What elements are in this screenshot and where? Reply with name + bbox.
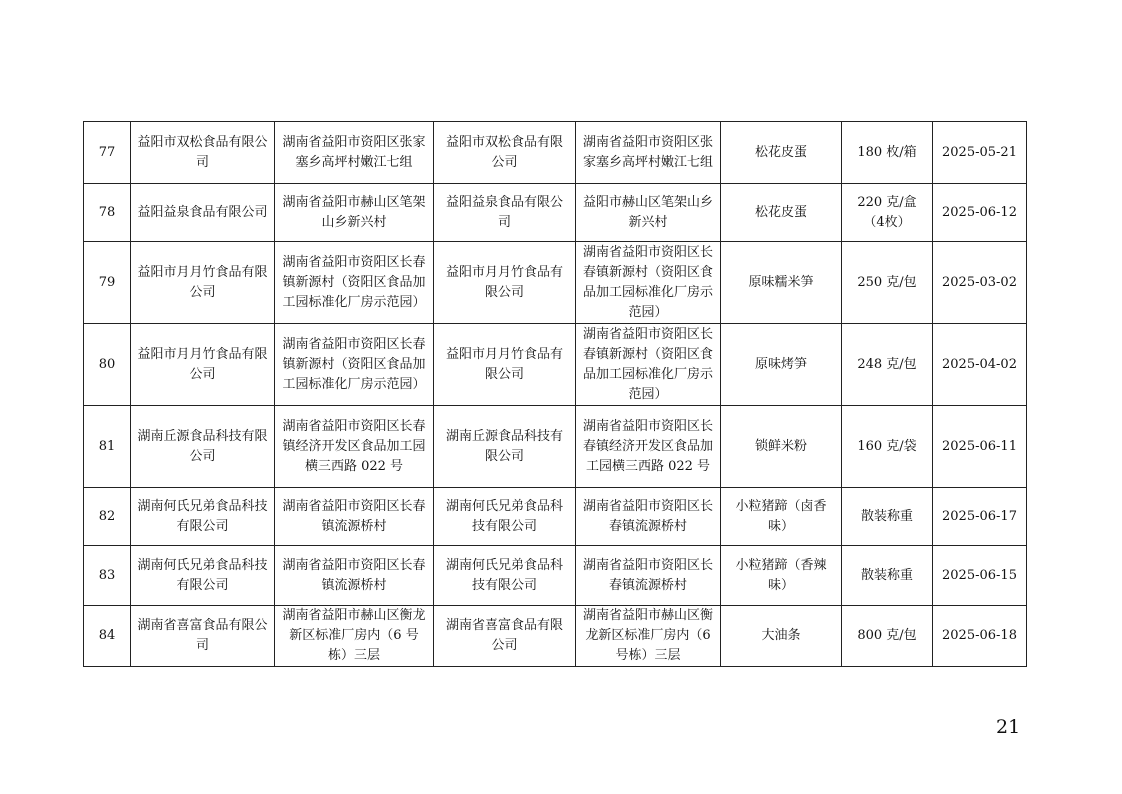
seller-name-cell: 湖南丘源食品科技有限公司 [434,406,576,488]
producer-address-cell: 湖南省益阳市资阳区长春镇新源村（资阳区食品加工园标准化厂房示范园） [275,242,434,324]
table-row [84,122,1027,184]
producer-name-cell: 湖南何氏兄弟食品科技有限公司 [131,488,275,546]
production-date-cell: 2025-05-21 [933,122,1027,184]
row-number-cell: 77 [84,122,131,184]
producer-name-cell: 益阳市月月竹食品有限公司 [131,324,275,406]
seller-name-cell: 益阳益泉食品有限公司 [434,184,576,242]
producer-name-cell: 湖南丘源食品科技有限公司 [131,406,275,488]
producer-name-cell: 湖南省喜富食品有限公司 [131,606,275,667]
row-number-cell: 84 [84,606,131,667]
seller-address-cell: 湖南省益阳市资阳区张家塞乡高坪村嫩江七组 [576,122,721,184]
row-number-cell: 82 [84,488,131,546]
table-row [84,324,1027,406]
table-row [84,406,1027,488]
table-row [84,242,1027,324]
seller-name-cell: 湖南何氏兄弟食品科技有限公司 [434,488,576,546]
producer-address-cell: 湖南省益阳市资阳区张家塞乡高坪村嫩江七组 [275,122,434,184]
producer-address-cell: 湖南省益阳市资阳区长春镇流源桥村 [275,488,434,546]
seller-name-cell: 湖南省喜富食品有限公司 [434,606,576,667]
production-date-cell: 2025-06-12 [933,184,1027,242]
specification-cell: 散装称重 [842,488,933,546]
production-date-cell: 2025-03-02 [933,242,1027,324]
specification-cell: 250 克/包 [842,242,933,324]
seller-name-cell: 益阳市双松食品有限公司 [434,122,576,184]
seller-name-cell: 益阳市月月竹食品有限公司 [434,324,576,406]
seller-address-cell: 湖南省益阳市资阳区长春镇新源村（资阳区食品加工园标准化厂房示范园） [576,324,721,406]
table-row [84,546,1027,606]
row-number-cell: 79 [84,242,131,324]
table-body [84,122,1027,667]
producer-address-cell: 湖南省益阳市资阳区长春镇新源村（资阳区食品加工园标准化厂房示范园） [275,324,434,406]
seller-address-cell: 益阳市赫山区笔架山乡新兴村 [576,184,721,242]
producer-address-cell: 湖南省益阳市赫山区笔架山乡新兴村 [275,184,434,242]
sampling-results-table [83,121,1027,667]
product-name-cell: 松花皮蛋 [721,184,842,242]
producer-address-cell: 湖南省益阳市赫山区衡龙新区标准厂房内（6 号栋）三层 [275,606,434,667]
table-row [84,488,1027,546]
production-date-cell: 2025-06-15 [933,546,1027,606]
seller-address-cell: 湖南省益阳市赫山区衡龙新区标准厂房内（6 号栋）三层 [576,606,721,667]
product-name-cell: 松花皮蛋 [721,122,842,184]
producer-name-cell: 益阳市双松食品有限公司 [131,122,275,184]
product-name-cell: 大油条 [721,606,842,667]
product-name-cell: 锁鲜米粉 [721,406,842,488]
specification-cell: 248 克/包 [842,324,933,406]
producer-name-cell: 益阳市月月竹食品有限公司 [131,242,275,324]
page-number: 21 [996,716,1021,738]
row-number-cell: 78 [84,184,131,242]
product-name-cell: 原味烤笋 [721,324,842,406]
row-number-cell: 80 [84,324,131,406]
product-name-cell: 小粒猪蹄（香辣味） [721,546,842,606]
row-number-cell: 83 [84,546,131,606]
seller-address-cell: 湖南省益阳市资阳区长春镇经济开发区食品加工园横三西路 022 号 [576,406,721,488]
product-name-cell: 原味糯米笋 [721,242,842,324]
production-date-cell: 2025-06-11 [933,406,1027,488]
producer-address-cell: 湖南省益阳市资阳区长春镇流源桥村 [275,546,434,606]
producer-name-cell: 湖南何氏兄弟食品科技有限公司 [131,546,275,606]
table-row [84,606,1027,667]
specification-cell: 散装称重 [842,546,933,606]
seller-address-cell: 湖南省益阳市资阳区长春镇流源桥村 [576,488,721,546]
producer-address-cell: 湖南省益阳市资阳区长春镇经济开发区食品加工园横三西路 022 号 [275,406,434,488]
seller-name-cell: 湖南何氏兄弟食品科技有限公司 [434,546,576,606]
production-date-cell: 2025-06-17 [933,488,1027,546]
product-name-cell: 小粒猪蹄（卤香味） [721,488,842,546]
producer-name-cell: 益阳益泉食品有限公司 [131,184,275,242]
specification-cell: 800 克/包 [842,606,933,667]
table-row [84,184,1027,242]
seller-name-cell: 益阳市月月竹食品有限公司 [434,242,576,324]
seller-address-cell: 湖南省益阳市资阳区长春镇流源桥村 [576,546,721,606]
specification-cell: 220 克/盒（4枚） [842,184,933,242]
production-date-cell: 2025-06-18 [933,606,1027,667]
production-date-cell: 2025-04-02 [933,324,1027,406]
row-number-cell: 81 [84,406,131,488]
specification-cell: 180 枚/箱 [842,122,933,184]
seller-address-cell: 湖南省益阳市资阳区长春镇新源村（资阳区食品加工园标准化厂房示范园） [576,242,721,324]
specification-cell: 160 克/袋 [842,406,933,488]
